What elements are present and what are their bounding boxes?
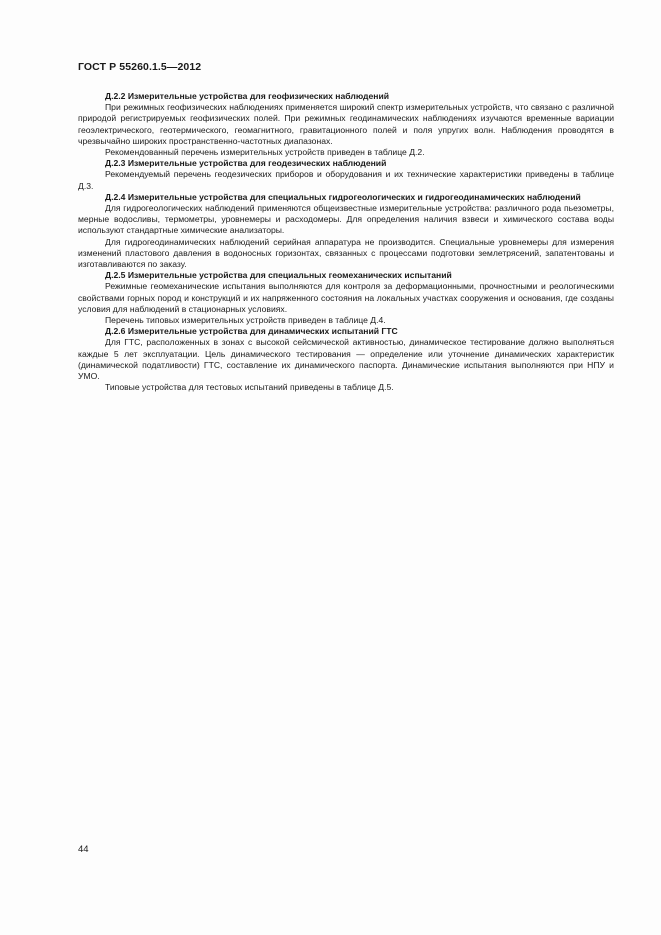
paragraph: При режимных геофизических наблюдениях применяется широкий спектр измерительных устройств, что связано с различной природой регистрируемых геофизических полей. При режимных геодинамических наблюдениях изучаются временные вариации геоэлектрического, геотермического, геомагнитного, гравитационного полей и поля упругих волн. Наблюдения проводятся в чрезвычайно широких пространственно-частотных диапазонах. xyxy=(78,102,614,146)
section-heading: Д.2.2 Измерительные устройства для геофизических наблюдений xyxy=(105,91,390,101)
paragraph: Режимные геомеханические испытания выполняются для контроля за деформационными, прочностными и реологическими свойствами горных пород и конструкций и их напряженного состояния на локальных участках сооружения и основания, где созданы условия для наблюдений в стационарных условиях. xyxy=(78,281,614,314)
paragraph: Типовые устройства для тестовых испытаний приведены в таблице Д.5. xyxy=(105,382,394,393)
paragraph: Рекомендуемый перечень геодезических приборов и оборудования и их технические характеристики приведены в таблице Д.3. xyxy=(78,169,614,191)
section-heading: Д.2.4 Измерительные устройства для специальных гидрогеологических и гидрогеодинамических наблюдений xyxy=(105,191,581,202)
page-number: 44 xyxy=(78,844,89,855)
section-heading: Д.2.5 Измерительные устройства для специальных геомеханических испытаний xyxy=(105,270,452,281)
document-header: ГОСТ Р 55260.1.5—2012 xyxy=(78,61,202,73)
paragraph: Перечень типовых измерительных устройств приведен в таблице Д.4. xyxy=(105,315,386,326)
paragraph: Для ГТС, расположенных в зонах с высокой сейсмической активностью, динамическое тестирование должно выполняться каждые 5 лет эксплуатации. Цель динамического тестирования — определение или уточнение динамических характеристик (динамической податливости) ГТС, составление их динамического паспорта. Динамические испытания выполняются при НПУ и УМО. xyxy=(78,337,614,382)
paragraph: Для гидрогеодинамических наблюдений серийная аппаратура не производится. Специальные уровнемеры для измерения изменений пластового давления в водоносных горизонтах, связанных с процессами подготовки землетрясений, запатентованы и изготавливаются по заказу. xyxy=(78,236,614,270)
section-heading: Д.2.6 Измерительные устройства для динамических испытаний ГТС xyxy=(105,326,398,337)
paragraph: Рекомендованный перечень измерительных устройств приведен в таблице Д.2. xyxy=(105,147,425,158)
section-heading: Д.2.3 Измерительные устройства для геодезических наблюдений xyxy=(105,158,387,169)
paragraph: Для гидрогеологических наблюдений применяются общеизвестные измерительные устройства: различного рода пьезометры, мерные водосливы, термометры, уровнемеры и расходомеры. Для определения наличия взвеси и химического состава воды используют стандартные химические анализаторы. xyxy=(78,203,614,236)
document-body xyxy=(78,91,614,393)
